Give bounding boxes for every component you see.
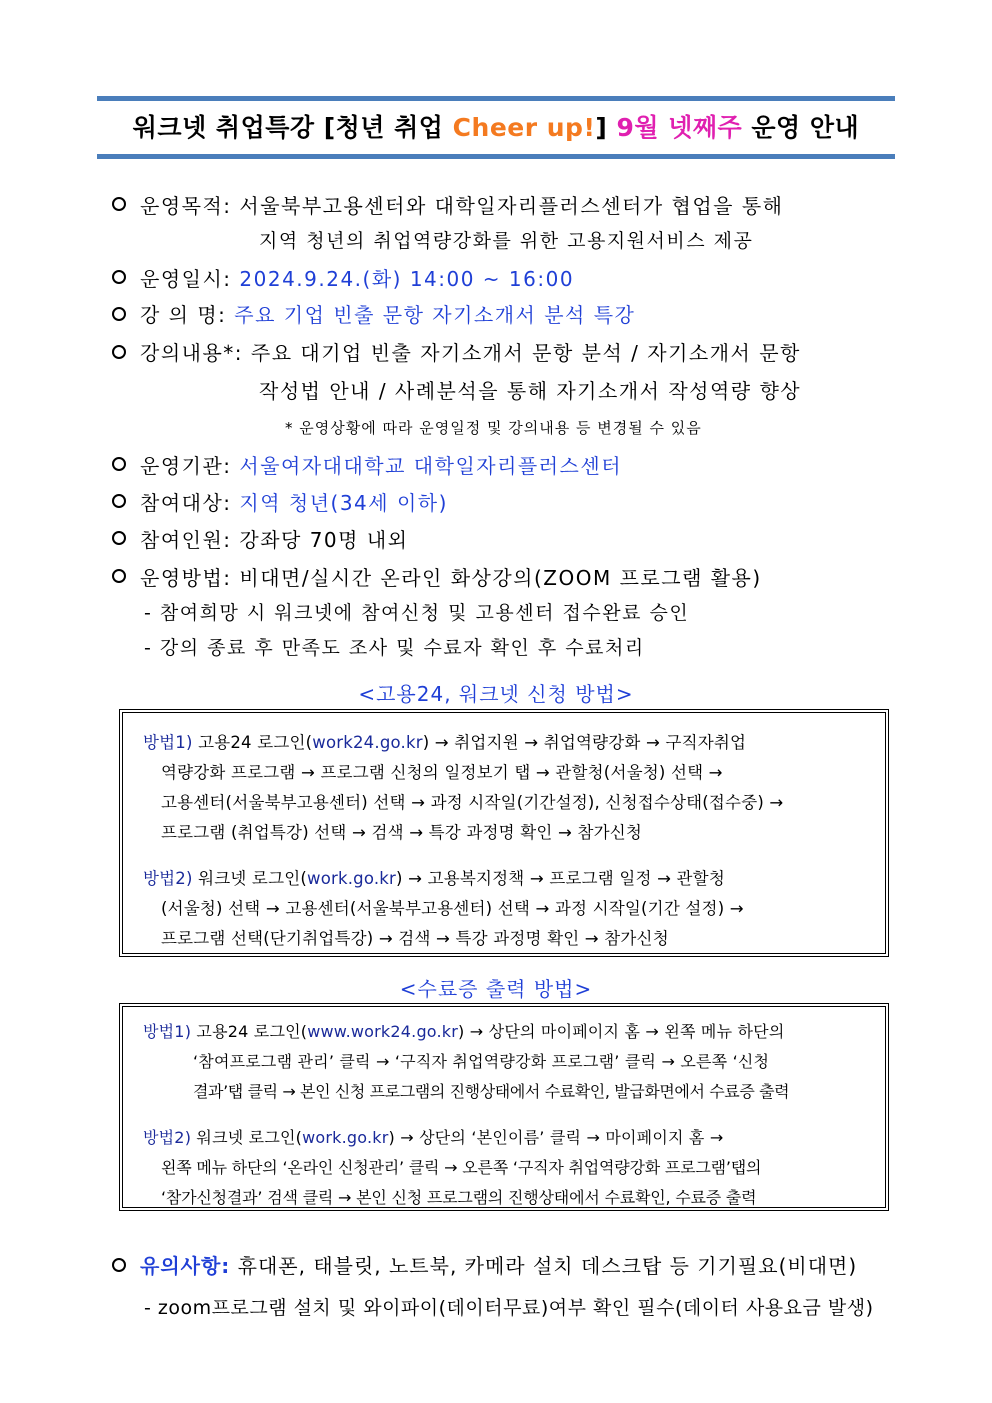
- apply-method2-label: 방법2): [143, 869, 193, 888]
- method-label: 운영방법:: [140, 566, 232, 590]
- apply-box: [122, 712, 886, 954]
- apply-method1-label: 방법1): [143, 733, 193, 752]
- apply-method1-line3: 고용센터(서울북부고용센터) 선택 → 과정 시작일(기간설정), 신청접수상태(접수중) →: [161, 793, 784, 812]
- certificate-method2-text-a: 워크넷 로그인(: [191, 1128, 303, 1147]
- content-line1: [140, 337, 801, 366]
- apply-heading: <고용24, 워크넷 신청 방법>: [358, 682, 634, 706]
- purpose-line2: 지역 청년의 취업역량강화를 위한 고용지원서비스 제공: [259, 230, 754, 252]
- certificate-method1-line1: [143, 1019, 785, 1042]
- org-line: [140, 450, 622, 479]
- title-top-rule: [97, 96, 895, 101]
- purpose-value: 서울북부고용센터와 대학일자리플러스센터가 협업을 통해: [239, 194, 784, 218]
- worknet-link[interactable]: work.go.kr: [307, 869, 397, 888]
- apply-method1-line4: 프로그램 (취업특강) 선택 → 검색 → 특강 과정명 확인 → 참가신청: [161, 823, 642, 842]
- bullet-icon: [112, 569, 126, 583]
- page-title: [97, 108, 895, 144]
- content-label: 강의내용*:: [140, 341, 244, 365]
- certificate-box: [122, 1006, 886, 1208]
- content-value: 주요 대기업 빈출 자기소개서 문항 분석 / 자기소개서 문항: [250, 341, 801, 365]
- work24-link[interactable]: work24.go.kr: [312, 733, 423, 752]
- certificate-method2-label: 방법2): [143, 1128, 192, 1147]
- purpose-line1: [140, 190, 783, 219]
- apply-method2-text-b: ) → 고용복지정책 → 프로그램 일정 → 관할청: [396, 869, 725, 888]
- notice-value: 휴대폰, 태블릿, 노트북, 카메라 설치 데스크탑 등 기기필요(비대면): [237, 1254, 858, 1278]
- notice-sub: - zoom프로그램 설치 및 와이파이(데이터무료)여부 확인 필수(데이터 사용요금 발생): [144, 1297, 874, 1319]
- lecture-line: [140, 299, 635, 328]
- certificate-heading: <수료증 출력 방법>: [399, 977, 593, 1001]
- org-label: 운영기관:: [140, 454, 232, 478]
- count-line: [140, 524, 408, 553]
- org-value: 서울여자대대학교 대학일자리플러스센터: [239, 454, 623, 478]
- certificate-method2-line1: [143, 1125, 723, 1148]
- target-label: 참여대상:: [140, 491, 232, 515]
- certificate-method2-text-b: ) → 상단의 ‘본인이름’ 클릭 → 마이페이지 홈 →: [388, 1128, 724, 1147]
- apply-method2-line2: (서울청) 선택 → 고용센터(서울북부고용센터) 선택 → 과정 시작일(기간 설정) →: [161, 899, 744, 918]
- certificate-method1-text-a: 고용24 로그인(: [191, 1022, 308, 1041]
- content-line2: 작성법 안내 / 사례분석을 통해 자기소개서 작성역량 향상: [259, 379, 802, 403]
- apply-method2-line3: 프로그램 선택(단기취업특강) → 검색 → 특강 과정명 확인 → 참가신청: [161, 929, 669, 948]
- content-note: * 운영상황에 따라 운영일정 및 강의내용 등 변경될 수 있음: [285, 419, 702, 437]
- title-part2: ]: [595, 113, 617, 142]
- apply-method2-line1: [143, 865, 725, 889]
- count-label: 참여인원:: [140, 528, 232, 552]
- bullet-icon: [112, 531, 126, 545]
- bullet-icon: [112, 494, 126, 508]
- certificate-method1-line2: ‘참여프로그램 관리’ 클릭 → ‘구직자 취업역량강화 프로그램’ 클릭 → 오른쪽 ‘신청: [193, 1052, 770, 1071]
- bullet-icon: [112, 1258, 126, 1272]
- apply-method2-text-a: 워크넷 로그인(: [192, 869, 307, 888]
- bullet-icon: [112, 345, 126, 359]
- lecture-value: 주요 기업 빈출 문항 자기소개서 분석 특강: [234, 303, 636, 327]
- target-value: 지역 청년(34세 이하): [239, 491, 448, 515]
- count-value: 강좌당 70명 내외: [239, 528, 409, 552]
- title-banner: [97, 96, 895, 160]
- apply-method1-text-a: 고용24 로그인(: [192, 733, 313, 752]
- certificate-method1-label: 방법1): [143, 1022, 192, 1041]
- bullet-icon: [112, 457, 126, 471]
- apply-method1-line2: 역량강화 프로그램 → 프로그램 신청의 일정보기 탭 → 관할청(서울청) 선택 →: [161, 763, 723, 782]
- bullet-icon: [112, 270, 126, 284]
- date-label: 운영일시:: [140, 267, 232, 291]
- title-part3: 운영 안내: [742, 113, 860, 142]
- date-line: [140, 263, 574, 292]
- target-line: [140, 487, 448, 516]
- bullet-icon: [112, 307, 126, 321]
- notice-line: [140, 1250, 857, 1279]
- lecture-label: 강 의 명:: [140, 303, 227, 327]
- method-sub1: - 참여희망 시 워크넷에 참여신청 및 고용센터 접수완료 승인: [144, 602, 690, 624]
- certificate-method2-line2: 왼쪽 메뉴 하단의 ‘온라인 신청관리’ 클릭 → 오른쪽 ‘구직자 취업역량강화 프로그램’탭의: [161, 1158, 762, 1177]
- title-cheer-up: Cheer up!: [452, 113, 596, 142]
- apply-method1-line1: [143, 729, 746, 753]
- bullet-icon: [112, 197, 126, 211]
- purpose-label: 운영목적:: [140, 194, 232, 218]
- apply-method1-text-b: ) → 취업지원 → 취업역량강화 → 구직자취업: [422, 733, 747, 752]
- title-part1: 워크넷 취업특강 [청년 취업: [132, 113, 453, 142]
- work24-www-link[interactable]: www.work24.go.kr: [307, 1022, 459, 1041]
- method-line: [140, 562, 762, 591]
- title-bottom-rule: [97, 154, 895, 159]
- date-value: 2024.9.24.(화) 14:00 ~ 16:00: [239, 267, 575, 291]
- certificate-method1-line3: 결과’탭 클릭 → 본인 신청 프로그램의 진행상태에서 수료확인, 발급화면에서 수료증 출력: [193, 1082, 790, 1101]
- title-week: 9월 넷째주: [616, 113, 743, 142]
- certificate-method2-line3: ‘참가신청결과’ 검색 클릭 → 본인 신청 프로그램의 진행상태에서 수료확인, 수료증 출력: [161, 1188, 757, 1207]
- notice-label: 유의사항:: [140, 1254, 231, 1278]
- worknet-link-2[interactable]: work.go.kr: [302, 1128, 389, 1147]
- method-sub2: - 강의 종료 후 만족도 조사 및 수료자 확인 후 수료처리: [144, 637, 645, 659]
- certificate-method1-text-b: ) → 상단의 마이페이지 홈 → 왼쪽 메뉴 하단의: [458, 1022, 785, 1041]
- method-value: 비대면/실시간 온라인 화상강의(ZOOM 프로그램 활용): [239, 566, 762, 590]
